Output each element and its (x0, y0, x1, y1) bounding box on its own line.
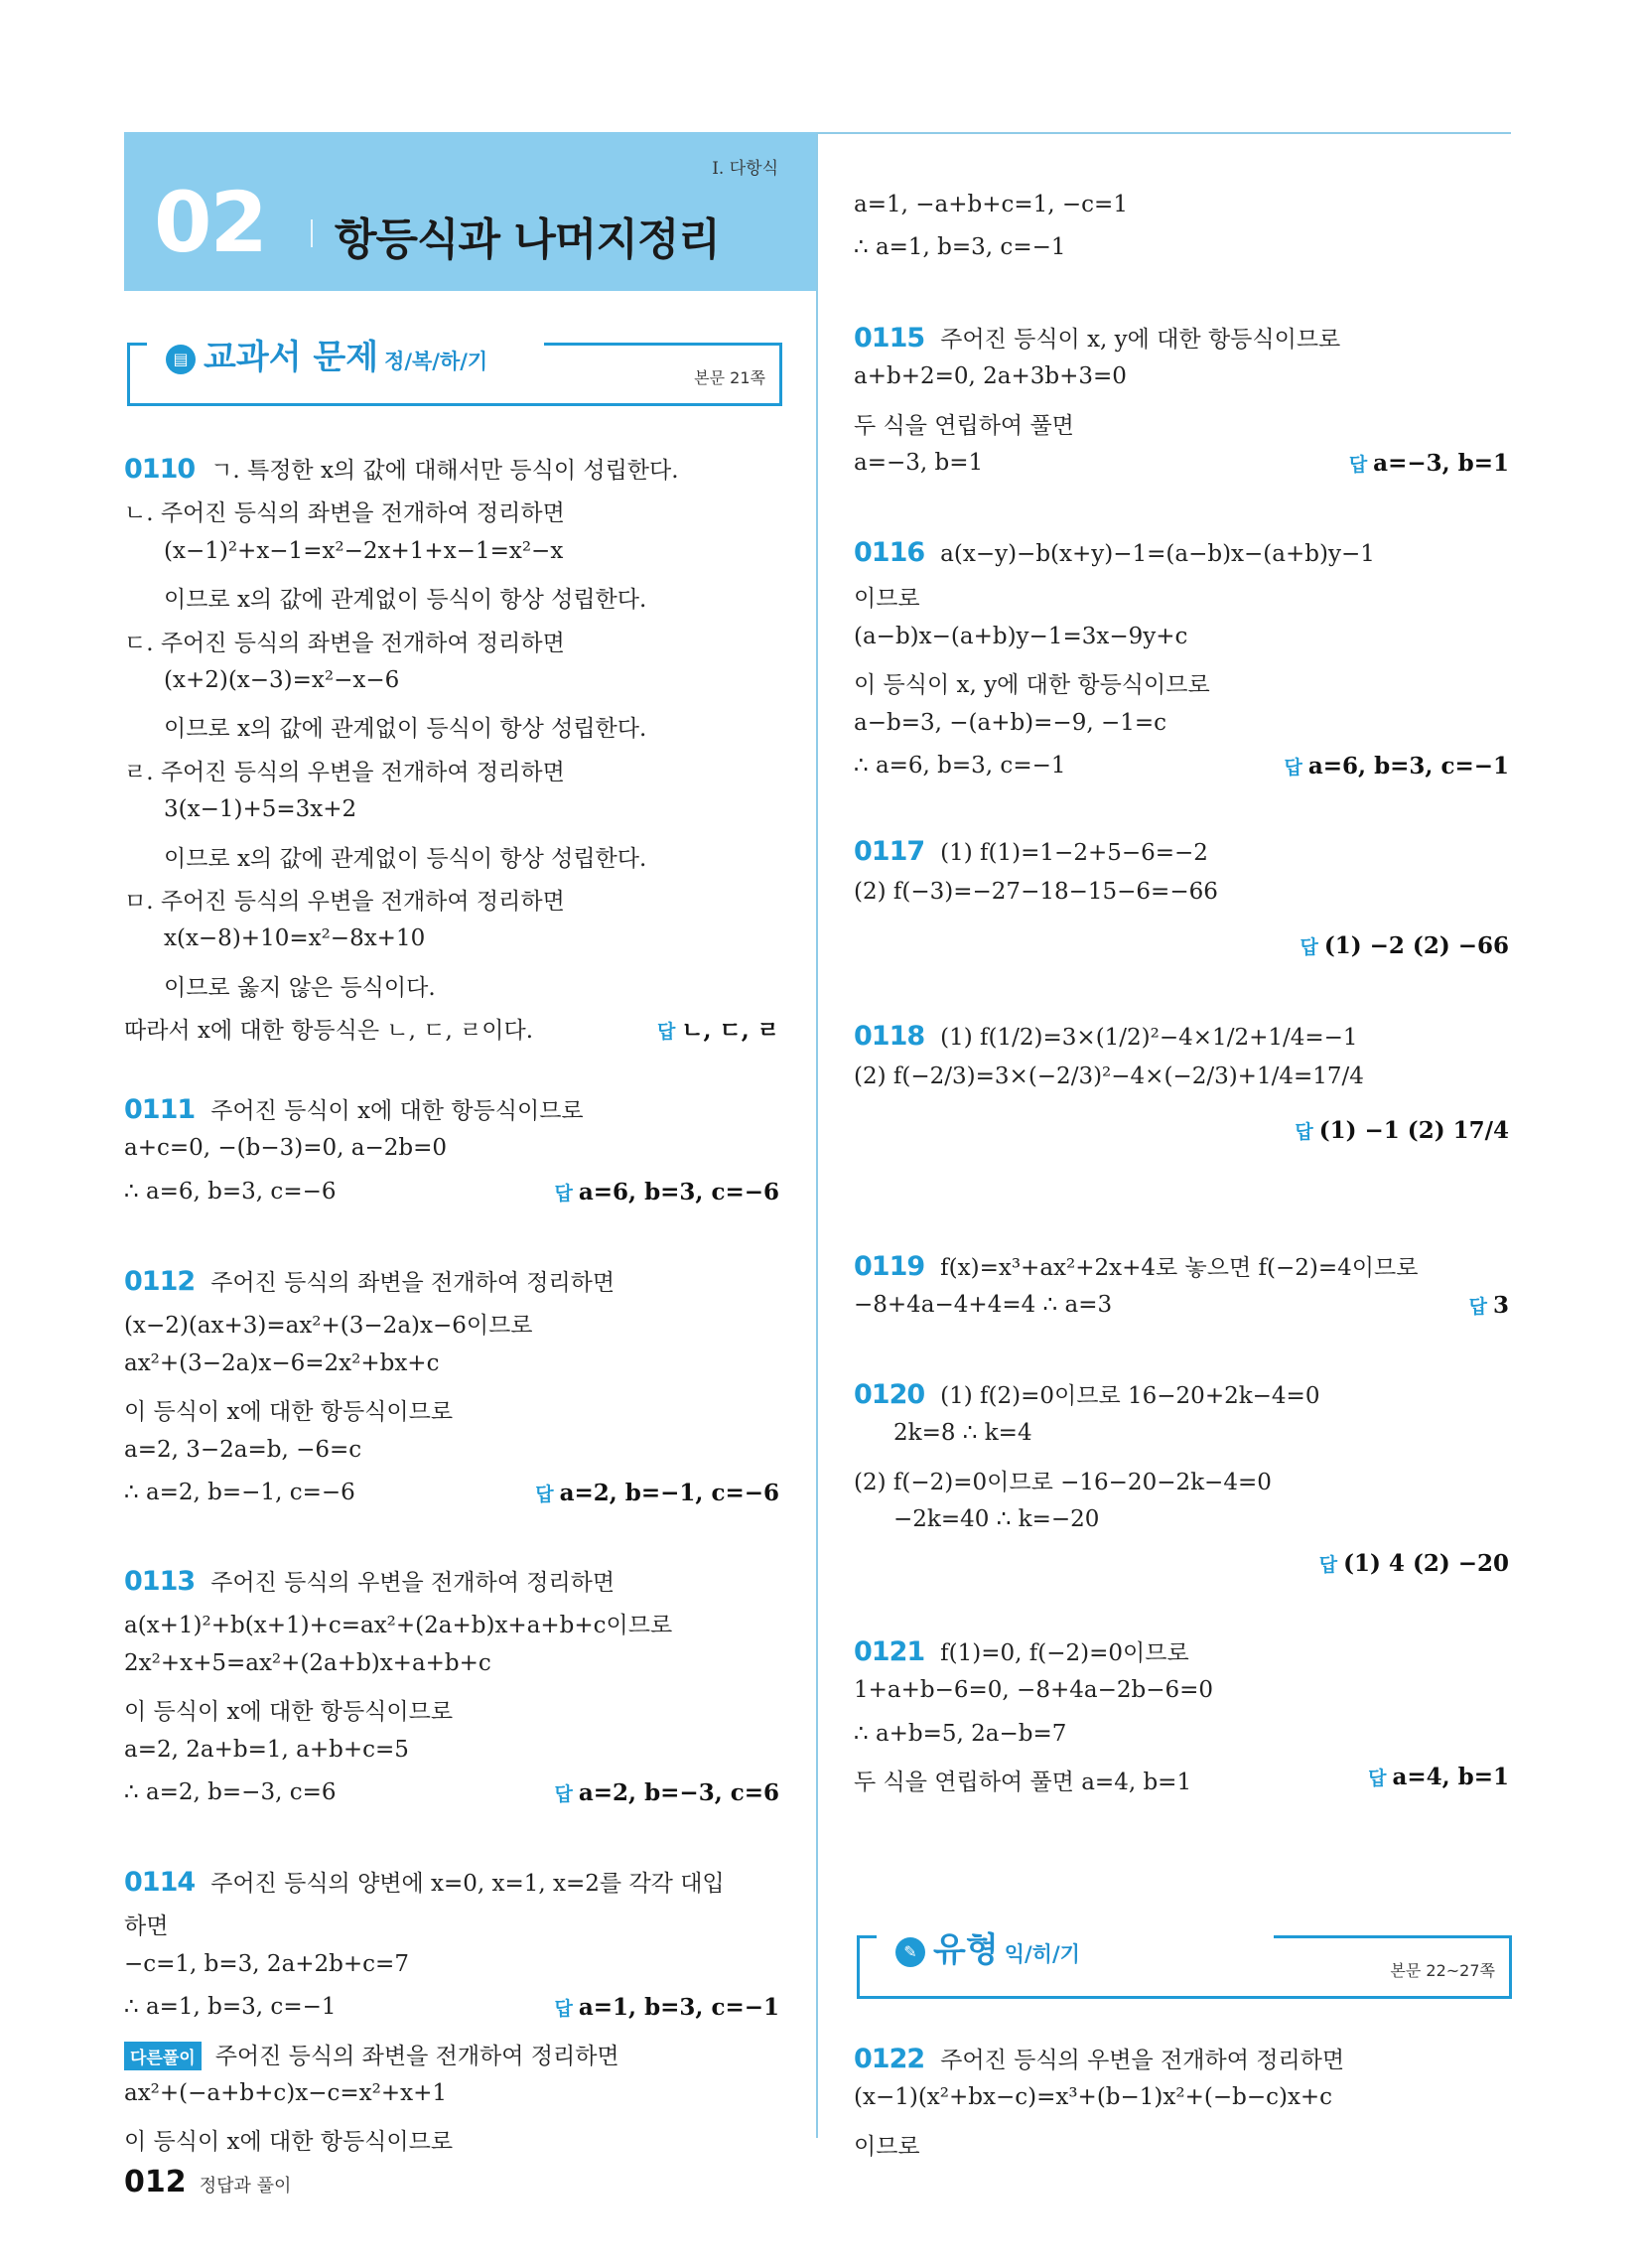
footer-text: 정답과 풀이 (199, 2176, 292, 2197)
problem-number: 0117 (854, 836, 925, 867)
line-text: (2) f(−2)=0이므로 −16−20−2k−4=0 (854, 1469, 1272, 1495)
answer (1368, 1764, 1509, 1790)
line-text: ∴ a=6, b=3, c=−1 (854, 753, 1066, 779)
section-number: 02 (154, 174, 266, 271)
answer-label: 답 (1300, 935, 1318, 958)
answer-value: (1) −1 (2) 17/4 (1318, 1116, 1509, 1144)
solution-line (124, 1307, 533, 1340)
line-text: −c=1, b=3, 2a+2b+c=7 (124, 1950, 409, 1977)
line-text: 이 등식이 x에 대한 항등식이므로 (124, 2129, 454, 2156)
line-text: 이므로 (854, 586, 920, 613)
solution-line (124, 1480, 355, 1505)
line-text: ax²+(−a+b+c)x−c=x²+x+1 (124, 2080, 447, 2106)
answer (1285, 753, 1509, 780)
solution-line (854, 753, 1066, 779)
answer (1469, 1292, 1509, 1319)
answer-label: 답 (1318, 1553, 1338, 1576)
line-text: (x+2)(x−3)=x²−x−6 (164, 667, 400, 693)
solution-line (854, 666, 1210, 699)
answer-label: 답 (1295, 1120, 1313, 1143)
line-text: 주어진 등식이 x, y에 대한 항등식이므로 (940, 327, 1341, 353)
answer-value: a=1, b=3, c=−1 (578, 1994, 779, 2022)
line-text: 이 등식이 x에 대한 항등식이므로 (124, 1399, 454, 1426)
section-box-textbook (127, 338, 782, 406)
line-text: ax²+(3−2a)x−6=2x²+bx+c (124, 1349, 440, 1376)
answer-value: a=6, b=3, c=−6 (578, 1178, 779, 1205)
chapter-header (124, 132, 816, 291)
solution-line (124, 1607, 672, 1639)
solution-line (124, 538, 563, 564)
line-text: ∴ a=1, b=3, c=−1 (854, 234, 1066, 261)
solution-line (854, 1063, 1364, 1089)
solution-line (124, 2038, 619, 2070)
alt-solution-badge: 다른풀이 (124, 2042, 202, 2070)
problem-number: 0116 (854, 537, 925, 568)
problem-number: 0114 (124, 1867, 196, 1898)
problem-number: 0118 (854, 1021, 925, 1052)
solution-line (124, 581, 646, 614)
solution-line (854, 2128, 920, 2161)
line-text: (1) f(1)=1−2+5−6=−2 (940, 840, 1208, 866)
line-text: x(x−8)+10=x²−8x+10 (164, 925, 426, 952)
line-text: 3(x−1)+5=3x+2 (164, 796, 357, 823)
solution-line (124, 1693, 453, 1726)
line-text: ㄷ. 주어진 등식의 좌변을 전개하여 정리하면 (124, 630, 565, 656)
line-text: a−b=3, −(a+b)=−9, −1=c (854, 709, 1167, 736)
line-text: 주어진 등식이 x에 대한 항등식이므로 (210, 1098, 584, 1124)
solution-line (854, 537, 1375, 568)
solution-line (854, 580, 920, 613)
problem-number: 0113 (124, 1566, 196, 1597)
answer-label: 답 (1368, 1768, 1387, 1790)
section-label-text: 교과서 문제 (204, 338, 379, 377)
section-label (154, 330, 499, 378)
solution-line (124, 495, 565, 527)
solution-line (854, 2084, 1332, 2110)
line-text: 이므로 (854, 2133, 920, 2160)
answer-value: a=−3, b=1 (1373, 450, 1509, 478)
section-page-ref: 본문 22~27쪽 (1390, 1961, 1495, 1980)
line-text: 주어진 등식의 좌변을 전개하여 정리하면 (214, 2043, 619, 2069)
solution-line (854, 879, 1218, 905)
solution-line (124, 1179, 337, 1205)
line-text: ∴ a=2, b=−3, c=6 (124, 1779, 337, 1805)
answer-value: (1) 4 (2) −20 (1343, 1549, 1509, 1577)
line-text: 2k=8 ∴ k=4 (893, 1420, 1032, 1447)
solution-line (124, 883, 565, 916)
solution-line (124, 969, 436, 1002)
box-corner-left (857, 1935, 877, 1938)
line-text: ∴ a=1, b=3, c=−1 (124, 1994, 337, 2021)
problem-number: 0119 (854, 1251, 925, 1282)
line-text: 하면 (124, 1914, 169, 1940)
solution-line (124, 754, 565, 786)
line-text: ㄱ. 특정한 x의 값에 대해서만 등식이 성립한다. (210, 458, 679, 484)
line-text: (x−2)(ax+3)=ax²+(3−2a)x−6이므로 (124, 1313, 533, 1340)
solution-line (124, 2080, 447, 2106)
solution-line (124, 1012, 533, 1045)
section-title: 항등식과 나머지정리 (335, 214, 720, 265)
page-footer (124, 2165, 291, 2199)
line-text: 주어진 등식의 우변을 전개하여 정리하면 (210, 1570, 616, 1596)
answer-label: 답 (1468, 1296, 1487, 1319)
solution-line (124, 1393, 453, 1426)
solution-line (124, 1951, 409, 1977)
line-text: 주어진 등식의 좌변을 전개하여 정리하면 (210, 1270, 616, 1296)
line-text: ㅁ. 주어진 등식의 우변을 전개하여 정리하면 (124, 889, 565, 915)
page-number: 012 (124, 2165, 187, 2199)
solution-line (124, 710, 646, 743)
solution-line (854, 1677, 1213, 1703)
solution-line (124, 1437, 361, 1463)
answer (1319, 1550, 1509, 1577)
chapter-label: Ⅰ. 다항식 (712, 159, 778, 179)
line-text: a=2, 2a+b=1, a+b+c=5 (124, 1736, 409, 1763)
solution-line (854, 407, 1074, 440)
solution-line (854, 624, 1187, 649)
section-sublabel: 정/복/하/기 (384, 350, 488, 373)
solution-line (854, 1249, 1418, 1282)
problem-number: 0115 (854, 323, 925, 354)
box-corner-right (544, 343, 782, 346)
section-sublabel: 익/히/기 (1004, 1942, 1080, 1966)
solution-line (854, 1464, 1272, 1496)
solution-line (124, 667, 399, 693)
book-icon: ▤ (166, 345, 196, 374)
solution-line (854, 1634, 1189, 1667)
section-label (884, 1922, 1092, 1971)
line-text: 이므로 x의 값에 관계없이 등식이 항상 성립한다. (164, 845, 647, 872)
solution-line (124, 1908, 168, 1940)
solution-line (124, 1350, 439, 1376)
solution-line (124, 1650, 491, 1676)
solution-line (854, 321, 1340, 354)
answer (1295, 1117, 1509, 1144)
answer-value: (1) −2 (2) −66 (1323, 931, 1509, 959)
answer (657, 1012, 779, 1045)
section-box-types (857, 1930, 1512, 1999)
solution-line (124, 1737, 409, 1763)
solution-line (124, 2123, 453, 2156)
solution-line (124, 1135, 447, 1161)
problem-number: 0121 (854, 1636, 925, 1667)
line-text: 두 식을 연립하여 풀면 a=4, b=1 (854, 1770, 1192, 1796)
top-rule (816, 132, 1511, 134)
line-text: 이므로 x의 값에 관계없이 등식이 항상 성립한다. (164, 587, 647, 614)
line-text: (x−1)²+x−1=x²−2x+1+x−1=x²−x (164, 537, 564, 564)
problem-number: 0122 (854, 2044, 925, 2074)
solution-line (124, 452, 679, 485)
solution-line (124, 1865, 725, 1898)
line-text: 1+a+b−6=0, −8+4a−2b−6=0 (854, 1677, 1214, 1704)
answer (535, 1480, 779, 1506)
answer-label: 답 (1284, 757, 1302, 779)
line-text: 이므로 x의 값에 관계없이 등식이 항상 성립한다. (164, 716, 647, 743)
solution-line (854, 2042, 1344, 2074)
solution-line (854, 1021, 1358, 1052)
line-text: (1) f(2)=0이므로 16−20+2k−4=0 (940, 1383, 1320, 1409)
line-text: (x−1)(x²+bx−c)=x³+(b−1)x²+(−b−c)x+c (854, 2084, 1333, 2111)
solution-line (854, 836, 1208, 867)
answer-value: a=6, b=3, c=−1 (1307, 753, 1509, 780)
line-text: −8+4a−4+4=4 ∴ a=3 (854, 1292, 1113, 1319)
line-text: 2x²+x+5=ax²+(2a+b)x+a+b+c (124, 1649, 491, 1676)
solution-line (854, 192, 1128, 217)
problem-number: 0112 (124, 1266, 196, 1297)
problem-number: 0120 (854, 1379, 925, 1410)
answer (1349, 450, 1509, 477)
line-text: ∴ a+b=5, 2a−b=7 (854, 1720, 1067, 1747)
line-text: a=1, −a+b+c=1, −c=1 (854, 192, 1128, 217)
line-text: 이므로 옳지 않은 등식이다. (164, 974, 436, 1001)
line-text: 주어진 등식의 양변에 x=0, x=1, x=2를 각각 대입 (210, 1871, 725, 1897)
line-text: a+c=0, −(b−3)=0, a−2b=0 (124, 1135, 448, 1162)
answer-label: 답 (554, 1182, 573, 1205)
line-text: −2k=40 ∴ k=−20 (893, 1506, 1100, 1533)
line-text: a(x+1)²+b(x+1)+c=ax²+(2a+b)x+a+b+c이므로 (124, 1613, 673, 1639)
line-text: (2) f(−3)=−27−18−15−6=−66 (854, 879, 1218, 906)
answer-value: a=2, b=−1, c=−6 (559, 1480, 779, 1506)
solution-line (854, 234, 1066, 260)
line-text: f(x)=x³+ax²+2x+4로 놓으면 f(−2)=4이므로 (940, 1255, 1419, 1281)
line-text: a(x−y)−b(x+y)−1=(a−b)x−(a+b)y−1 (940, 541, 1375, 567)
answer (555, 1994, 779, 2021)
answer (555, 1779, 779, 1806)
solution-line (854, 1764, 1191, 1796)
answer (1300, 932, 1509, 959)
solution-line (854, 1377, 1319, 1410)
problem-number: 0110 (124, 454, 196, 485)
line-text: 이 등식이 x, y에 대한 항등식이므로 (854, 672, 1210, 699)
line-text: f(1)=0, f(−2)=0이므로 (940, 1640, 1189, 1666)
solution-line (854, 710, 1166, 736)
answer (555, 1179, 779, 1205)
line-text: ∴ a=2, b=−1, c=−6 (124, 1480, 355, 1505)
pencil-icon: ✎ (895, 1937, 925, 1967)
line-text: a=2, 3−2a=b, −6=c (124, 1436, 362, 1463)
solution-line (124, 1779, 337, 1805)
solution-line (124, 1264, 615, 1297)
answer-label: 답 (554, 1998, 573, 2021)
section-page-ref: 본문 21쪽 (694, 368, 765, 387)
solution-line (854, 363, 1127, 389)
section-label-text: 유형 (933, 1930, 999, 1970)
solution-line (124, 625, 565, 657)
solution-line (854, 1292, 1112, 1318)
answer-value: a=2, b=−3, c=6 (578, 1779, 779, 1806)
line-text: 이 등식이 x에 대한 항등식이므로 (124, 1699, 454, 1726)
answer-label: 답 (535, 1484, 554, 1505)
line-text: ∴ a=6, b=3, c=−6 (124, 1178, 337, 1205)
answer-label: 답 (1348, 454, 1368, 477)
solution-line (854, 1506, 1099, 1532)
answer-value: ㄴ, ㄷ, ㄹ (681, 1017, 779, 1045)
solution-line (854, 1420, 1032, 1446)
line-text: 주어진 등식의 우변을 전개하여 정리하면 (940, 2048, 1345, 2073)
line-text: 따라서 x에 대한 항등식은 ㄴ, ㄷ, ㄹ이다. (124, 1018, 534, 1045)
box-corner-right (1274, 1935, 1512, 1938)
box-corner-left (127, 343, 147, 346)
line-text: (a−b)x−(a+b)y−1=3x−9y+c (854, 623, 1188, 649)
solution-line (124, 796, 356, 822)
problem-number: 0111 (124, 1094, 196, 1125)
answer-label: 답 (554, 1783, 573, 1805)
line-text: a+b+2=0, 2a+3b+3=0 (854, 363, 1127, 390)
solution-line (124, 1994, 337, 2020)
answer-label: 답 (656, 1021, 676, 1044)
line-text: ㄹ. 주어진 등식의 우변을 전개하여 정리하면 (124, 759, 565, 785)
solution-line (124, 1092, 584, 1125)
line-text: 두 식을 연립하여 풀면 (854, 412, 1074, 439)
line-text: ㄴ. 주어진 등식의 좌변을 전개하여 정리하면 (124, 500, 565, 527)
line-text: (1) f(1/2)=3×(1/2)²−4×1/2+1/4=−1 (940, 1025, 1358, 1051)
solution-line (124, 925, 425, 951)
answer-value: a=4, b=1 (1392, 1764, 1509, 1791)
solution-line (124, 1564, 615, 1597)
solution-line (124, 840, 646, 873)
line-text: a=−3, b=1 (854, 450, 984, 477)
solution-line (854, 1721, 1066, 1747)
header-divider (311, 219, 313, 247)
answer-value: 3 (1492, 1292, 1509, 1320)
line-text: (2) f(−2/3)=3×(−2/3)²−4×(−2/3)+1/4=17/4 (854, 1063, 1364, 1090)
solution-line (854, 450, 983, 476)
column-divider (816, 132, 818, 2138)
